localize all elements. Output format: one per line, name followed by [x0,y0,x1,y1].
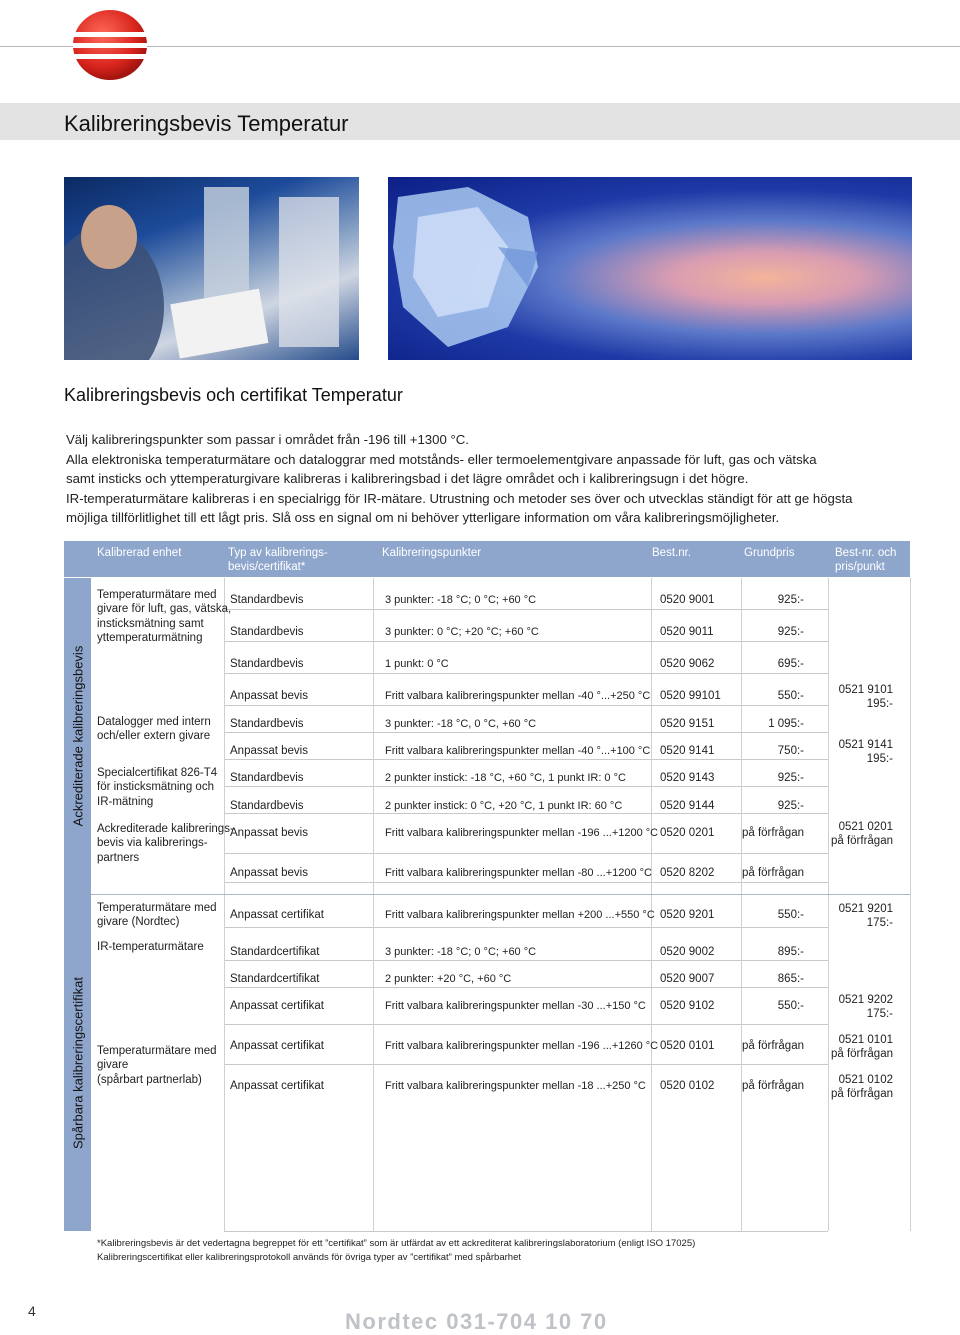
extra-order-no-cell: 0521 0201 [838,821,893,833]
extra-order-no-cell: 0521 9141 [838,739,893,751]
base-price-cell: 925:- [777,626,804,638]
cal-points-cell: Fritt valbara kalibreringspunkter mellan -196 ...+1200 °C [385,827,659,839]
intro-line: Alla elektroniska temperaturmätare och dataloggrar med motstånds- eller termoelementgivare anpassade för luft, gas och vätska [66,451,817,467]
unit-description: Ackrediterade kalibrerings- [97,823,234,835]
row-separator [224,673,828,674]
row-separator [224,882,828,883]
unit-description: Temperaturmätare med [97,589,217,601]
base-price-cell: på förfrågan [741,1040,804,1052]
lab-photo [64,177,359,360]
intro-line: samt insticks och yttemperaturgivare kalibreras i kalibreringsbad i det lägre området och i kalibreringsugn i det högre. [66,471,749,486]
company-logo [71,8,149,82]
column-separator [741,578,742,1231]
cert-type-cell: Standardbevis [230,594,304,606]
order-no-cell: 0520 9201 [660,909,715,921]
unit-description: IR-mätning [97,795,154,808]
page-title: Kalibreringsbevis Temperatur [64,111,349,136]
row-separator [224,927,828,928]
cert-type-cell: Anpassat certifikat [230,1080,324,1092]
cert-type-cell: Anpassat certifikat [230,1000,324,1012]
cert-type-cell: Anpassat bevis [230,690,308,702]
cal-points-cell: 2 punkter: +20 °C, +60 °C [385,973,512,985]
cal-points-cell: 3 punkter: -18 °C; 0 °C; +60 °C [385,946,537,958]
base-price-cell: 550:- [777,1000,804,1012]
base-price-cell: 550:- [777,690,804,702]
cal-points-cell: Fritt valbara kalibreringspunkter mellan +200 ...+550 °C [385,909,655,921]
order-no-cell: 0520 0101 [660,1040,715,1052]
unit-description: IR-temperaturmätare [97,941,204,953]
base-price-cell: 750:- [777,745,804,757]
cert-type-cell: Anpassat certifikat [230,1040,324,1052]
base-price-cell: på förfrågan [741,1080,804,1092]
cal-points-cell: 3 punkter: -18 °C, 0 °C, +60 °C [385,718,537,730]
row-separator [224,732,828,733]
page-number: 4 [28,1303,36,1319]
brand-footer: Nordtec 031-704 10 70 [345,1309,608,1334]
unit-description: yttemperaturmätning [97,631,203,644]
order-no-cell: 0520 9011 [660,626,714,638]
extra-order-no-cell: 0521 9202 [838,994,893,1006]
column-separator [910,578,911,1231]
extra-price-cell: på förfrågan [830,835,893,847]
base-price-cell: 895:- [777,946,804,958]
cal-points-cell: Fritt valbara kalibreringspunkter mellan -40 °...+100 °C [385,745,651,757]
unit-description: givare för luft, gas, vätska, [97,603,232,616]
header-extra-2: pris/punkt [835,561,885,573]
unit-description: bevis via kalibrerings- [97,837,208,850]
cal-points-cell: Fritt valbara kalibreringspunkter mellan -30 ...+150 °C [385,1000,646,1012]
cal-points-cell: 2 punkter instick: 0 °C, +20 °C, 1 punkt IR: 60 °C [385,800,623,812]
order-no-cell: 0520 99101 [660,690,721,702]
extra-order-no-cell: 0521 9201 [838,903,893,915]
base-price-cell: 925:- [777,800,804,812]
header-type-2: bevis/certifikat* [228,561,306,573]
row-separator [224,1064,828,1065]
extra-price-cell: 195:- [866,698,893,710]
section-title: Kalibreringsbevis och certifikat Temperatur [64,385,403,405]
cal-points-cell: 1 punkt: 0 °C [385,658,449,670]
row-separator [224,1024,828,1025]
cal-points-cell: 2 punkter instick: -18 °C, +60 °C, 1 punkt IR: 0 °C [385,772,626,784]
order-no-cell: 0520 0102 [660,1080,715,1092]
column-separator [373,578,374,1231]
cert-type-cell: Anpassat certifikat [230,909,324,921]
extra-price-cell: 175:- [866,1008,893,1020]
row-separator [224,960,828,961]
unit-description: för insticksmätning och [97,781,214,794]
order-no-cell: 0520 9144 [660,800,715,812]
cert-type-cell: Standardbevis [230,658,304,670]
section-accredited-label: Ackrediterade kalibreringsbevis [70,645,85,827]
base-price-cell: 1 095:- [768,718,804,730]
column-separator [224,578,225,1231]
footnote-line: Kalibreringscertifikat eller kalibreringsprotokoll används för övriga typer av ”certifikat” med spårbarhet [97,1252,521,1263]
intro-text [66,430,928,528]
column-separator [651,578,652,1231]
row-separator [224,853,828,854]
order-no-cell: 0520 9102 [660,1000,715,1012]
base-price-cell: 550:- [777,909,804,921]
cert-type-cell: Standardcertifikat [230,973,320,985]
cert-type-cell: Standardbevis [230,772,304,784]
section-traceable-label: Spårbara kalibreringscertifikat [70,976,85,1149]
order-no-cell: 0520 9141 [660,745,715,757]
cal-points-cell: Fritt valbara kalibreringspunkter mellan -40 °...+250 °C [385,690,651,702]
row-separator [224,759,828,760]
row-separator [224,987,828,988]
ice-flame-photo [388,177,912,360]
extra-order-no-cell: 0521 0102 [838,1074,893,1086]
extra-price-cell: 195:- [866,753,893,765]
row-separator [224,705,828,706]
extra-order-no-cell: 0521 9101 [838,684,893,696]
extra-price-cell: 175:- [866,917,893,929]
header-type-1: Typ av kalibrerings- [228,547,328,559]
order-no-cell: 0520 9062 [660,658,715,670]
header-extra-1: Best-nr. och [835,547,897,559]
base-price-cell: 925:- [777,594,804,606]
cert-type-cell: Standardbevis [230,800,304,812]
cert-type-cell: Anpassat bevis [230,745,308,757]
order-no-cell: 0520 9007 [660,973,715,985]
row-separator [224,641,828,642]
unit-description: och/eller extern givare [97,730,211,743]
base-price-cell: på förfrågan [741,827,804,839]
base-price-cell: 865:- [777,973,804,985]
section-traceable [64,894,91,1231]
row-separator [224,609,828,610]
cert-type-cell: Standardcertifikat [230,946,320,958]
row-separator [224,786,828,787]
unit-description: givare (Nordtec) [97,916,180,929]
intro-line: IR-temperaturmätare kalibreras i en specialrigg för IR-mätare. Utrustning och metoder ses över och utvecklas ständigt för att ge högsta [66,490,853,506]
order-no-cell: 0520 0201 [660,827,715,839]
order-no-cell: 0520 8202 [660,867,715,879]
unit-description: Temperaturmätare med [97,1045,217,1057]
order-no-cell: 0520 9143 [660,772,715,784]
section-accredited [64,578,91,894]
base-price-cell: på förfrågan [741,867,804,879]
unit-description: Specialcertifikat 826-T4 [97,767,218,779]
footnote-line: *Kalibreringsbevis är det vedertagna begreppet för ett ”certifikat” som är utfärdat av ett ackrediterat kalibreringslaboratorium (enligt ISO 17025) [97,1238,696,1249]
cert-type-cell: Anpassat bevis [230,827,308,839]
order-no-cell: 0520 9002 [660,946,715,958]
header-order-no: Best.nr. [652,547,691,559]
unit-description: Temperaturmätare med [97,902,217,914]
cert-type-cell: Standardbevis [230,718,304,730]
extra-price-cell: på förfrågan [830,1048,893,1060]
unit-description: insticksmätning samt [97,617,204,630]
table-header [64,541,910,577]
base-price-cell: 695:- [777,658,804,670]
section-separator [91,894,910,895]
header-base-price: Grundpris [744,547,795,559]
unit-description: partners [97,851,140,864]
order-no-cell: 0520 9151 [660,718,715,730]
intro-line: möjliga tillförlitlighet till ett lågt pris. Slå oss en signal om ni behöver ytterligare information om våra kalibreringsmöjligheter. [66,510,780,525]
footnotes [97,1237,695,1265]
cal-points-cell: 3 punkter: 0 °C; +20 °C; +60 °C [385,626,539,638]
cal-points-cell: Fritt valbara kalibreringspunkter mellan -80 ...+1200 °C [385,867,652,879]
cal-points-cell: Fritt valbara kalibreringspunkter mellan -196 ...+1260 °C [385,1040,659,1052]
unit-description: givare [97,1059,129,1072]
unit-description: Datalogger med intern [97,716,211,728]
column-separator [828,578,829,1231]
extra-price-cell: på förfrågan [830,1088,893,1100]
intro-line: Välj kalibreringspunkter som passar i området från -196 till +1300 °C. [66,432,469,447]
base-price-cell: 925:- [777,772,804,784]
cert-type-cell: Anpassat bevis [230,867,308,879]
unit-description: (spårbart partnerlab) [97,1073,202,1086]
cal-points-cell: 3 punkter: -18 °C; 0 °C; +60 °C [385,594,537,606]
row-separator [224,1231,828,1232]
header-points: Kalibreringspunkter [382,547,482,559]
header-unit: Kalibrerad enhet [97,547,182,559]
cal-points-cell: Fritt valbara kalibreringspunkter mellan -18 ...+250 °C [385,1080,646,1092]
cert-type-cell: Standardbevis [230,626,304,638]
extra-order-no-cell: 0521 0101 [838,1034,893,1046]
order-no-cell: 0520 9001 [660,594,715,606]
